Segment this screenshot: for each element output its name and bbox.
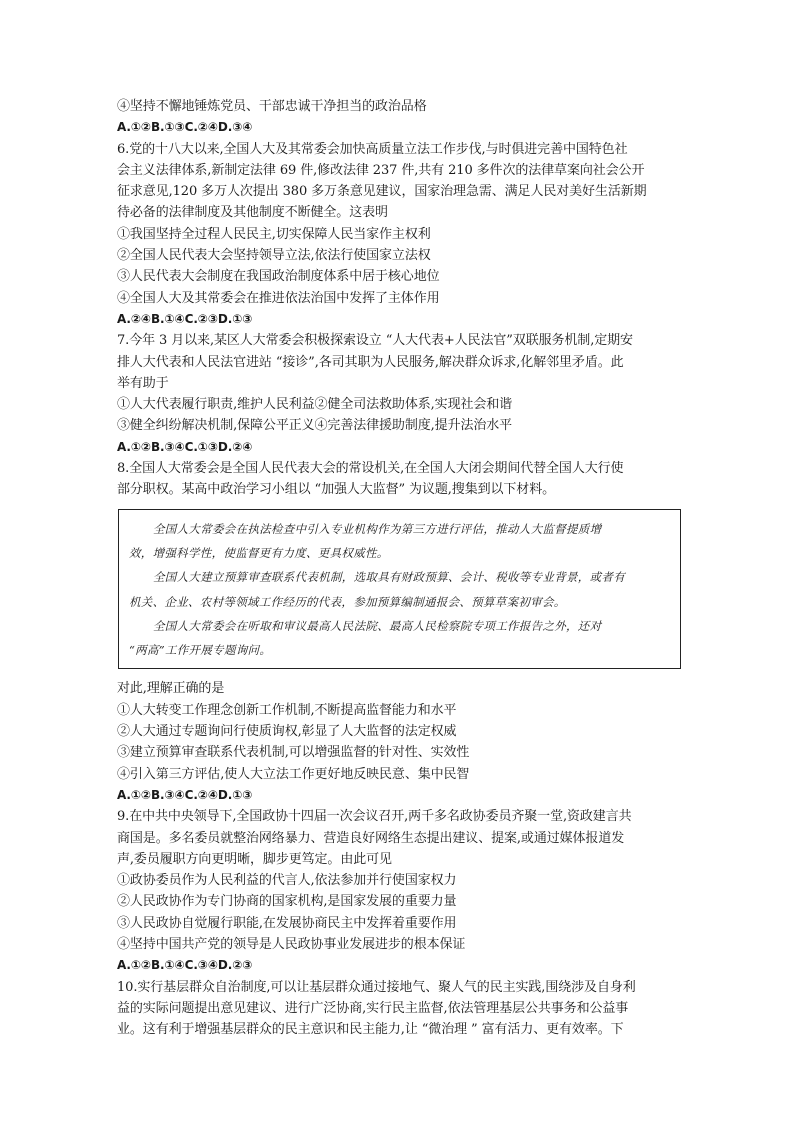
question-8-prompt: 对此,理解正确的是 (117, 681, 225, 697)
answer-options: A.①②B.①④C.③④D.②③ (117, 958, 253, 973)
answer-options: A.①②B.③④C.①③D.②④ (117, 439, 253, 454)
question-item: ③建立预算审查联系代表机制,可以增强监督的针对性、实效性 (117, 745, 470, 761)
question-6-stem-line: 待必备的法律制度及其他制度不断健全。这表明 (117, 205, 388, 221)
question-10-stem-line: 业。这有利于增强基层群众的民主意识和民主能力,让 “微治理 ” 富有活力、更有效率。下 (117, 1022, 624, 1038)
question-item: ②全国人民代表大会坚持领导立法,依法行使国家立法权 (117, 248, 431, 264)
question-7-stem-line: 排人大代表和人民法官进站 “接诊”,各司其职为人民服务,解决群众诉求,化解邻里矛盾。此 (117, 354, 624, 370)
question-item: ③人民代表大会制度在我国政治制度体系中居于核心地位 (117, 269, 440, 285)
material-line: 全国人大常委会在执法检查中引入专业机构作为第三方进行评估，推动人大监督提质增 (153, 521, 602, 536)
material-line: 效，增强科学性，使监督更有力度、更具权威性。 (129, 545, 389, 560)
question-9-stem-line: 商国是。多名委员就整治网络暴力、营造良好网络生态提出建议、提案,或通过媒体报道发 (117, 830, 625, 846)
question-item: ③人民政协自觉履行职能,在发展协商民主中发挥着重要作用 (117, 915, 457, 931)
question-8-stem-line: 部分职权。某高中政治学习小组以 “加强人大监督” 为议题,搜集到以下材料。 (117, 482, 555, 498)
question-item: ②人大通过专题询问行使质询权,彰显了人大监督的法定权威 (117, 724, 457, 740)
question-item: ①政协委员作为人民利益的代言人,依法参加并行使国家权力 (117, 873, 457, 889)
question-item: ④全国人大及其常委会在推进依法治国中发挥了主体作用 (117, 290, 440, 306)
question-item: ①人大代表履行职责,维护人民利益②健全司法救助体系,实现社会和谐 (117, 397, 513, 413)
material-line: 全国人大常委会在听取和审议最高人民法院、最高人民检察院专项工作报告之外，还对 (153, 618, 602, 633)
question-7-stem-line: 7.今年 3 月以来,某区人大常委会积极探索设立 “人大代表+人民法官”双联服务机制,定期安 (117, 333, 633, 349)
question-8-stem-line: 8.全国人大常委会是全国人民代表大会的常设机关,在全国人大闭会期间代替全国人大行使 (117, 461, 624, 477)
question-6-stem-line: 6.党的十八大以来,全国人大及其常委会加快高质量立法工作步伐,与时俱进完善中国特色社 (117, 141, 628, 157)
question-item: ③健全纠纷解决机制,保障公平正义④完善法律援助制度,提升法治水平 (117, 418, 513, 434)
question-item: ②人民政协作为专门协商的国家机构,是国家发展的重要力量 (117, 894, 457, 910)
page-content (117, 96, 682, 1040)
question-7-stem-line: 举有助于 (117, 375, 169, 391)
question-item: ④引入第三方评估,使人大立法工作更好地反映民意、集中民智 (117, 766, 470, 782)
material-box (118, 509, 681, 670)
question-10-stem-line: 益的实际问题提出意见建议、进行广泛协商,实行民主监督,依法管理基层公共事务和公益事 (117, 1000, 629, 1016)
question-item: ④坚持不懈地锤炼党员、干部忠诚干净担当的政治品格 (117, 99, 427, 114)
material-line: 全国人大建立预算审查联系代表机制，选取具有财政预算、会计、税收等专业背景，或者有 (153, 570, 625, 585)
question-9-stem-line: 9.在中共中央领导下,全国政协十四届一次会议召开,两千多名政协委员齐聚一堂,资政建言共 (117, 809, 632, 825)
material-line: 机关、企业、农村等领域工作经历的代表，参加预算编制通报会、预算草案初审会。 (129, 594, 566, 609)
material-line: “两高”工作开展专题询问。 (129, 643, 272, 658)
answer-options: A.②④B.①④C.②③D.①③ (117, 311, 253, 326)
question-6-stem-line: 会主义法律体系,新制定法律 69 件,修改法律 237 件,共有 210 多件次的法律草案向社会公开 (117, 162, 645, 178)
question-item: ④坚持中国共产党的领导是人民政协事业发展进步的根本保证 (117, 936, 466, 952)
question-item: ①我国坚持全过程人民民主,切实保障人民当家作主权利 (117, 226, 431, 242)
question-10-stem-line: 10.实行基层群众自治制度,可以让基层群众通过接地气、聚人气的民主实践,围绕涉及自身利 (117, 979, 636, 995)
question-6-stem-line: 征求意见,120 多万人次提出 380 多万条意见建议，国家治理急需、满足人民对美好生活新期 (117, 184, 647, 200)
answer-options: A.①②B.③④C.②④D.①③ (117, 787, 253, 802)
answer-options: A.①②B.①③C.②④D.③④ (117, 120, 253, 135)
question-item: ①人大转变工作理念创新工作机制,不断提高监督能力和水平 (117, 702, 457, 718)
question-9-stem-line: 声,委员履职方向更明晰，脚步更笃定。由此可见 (117, 851, 392, 867)
